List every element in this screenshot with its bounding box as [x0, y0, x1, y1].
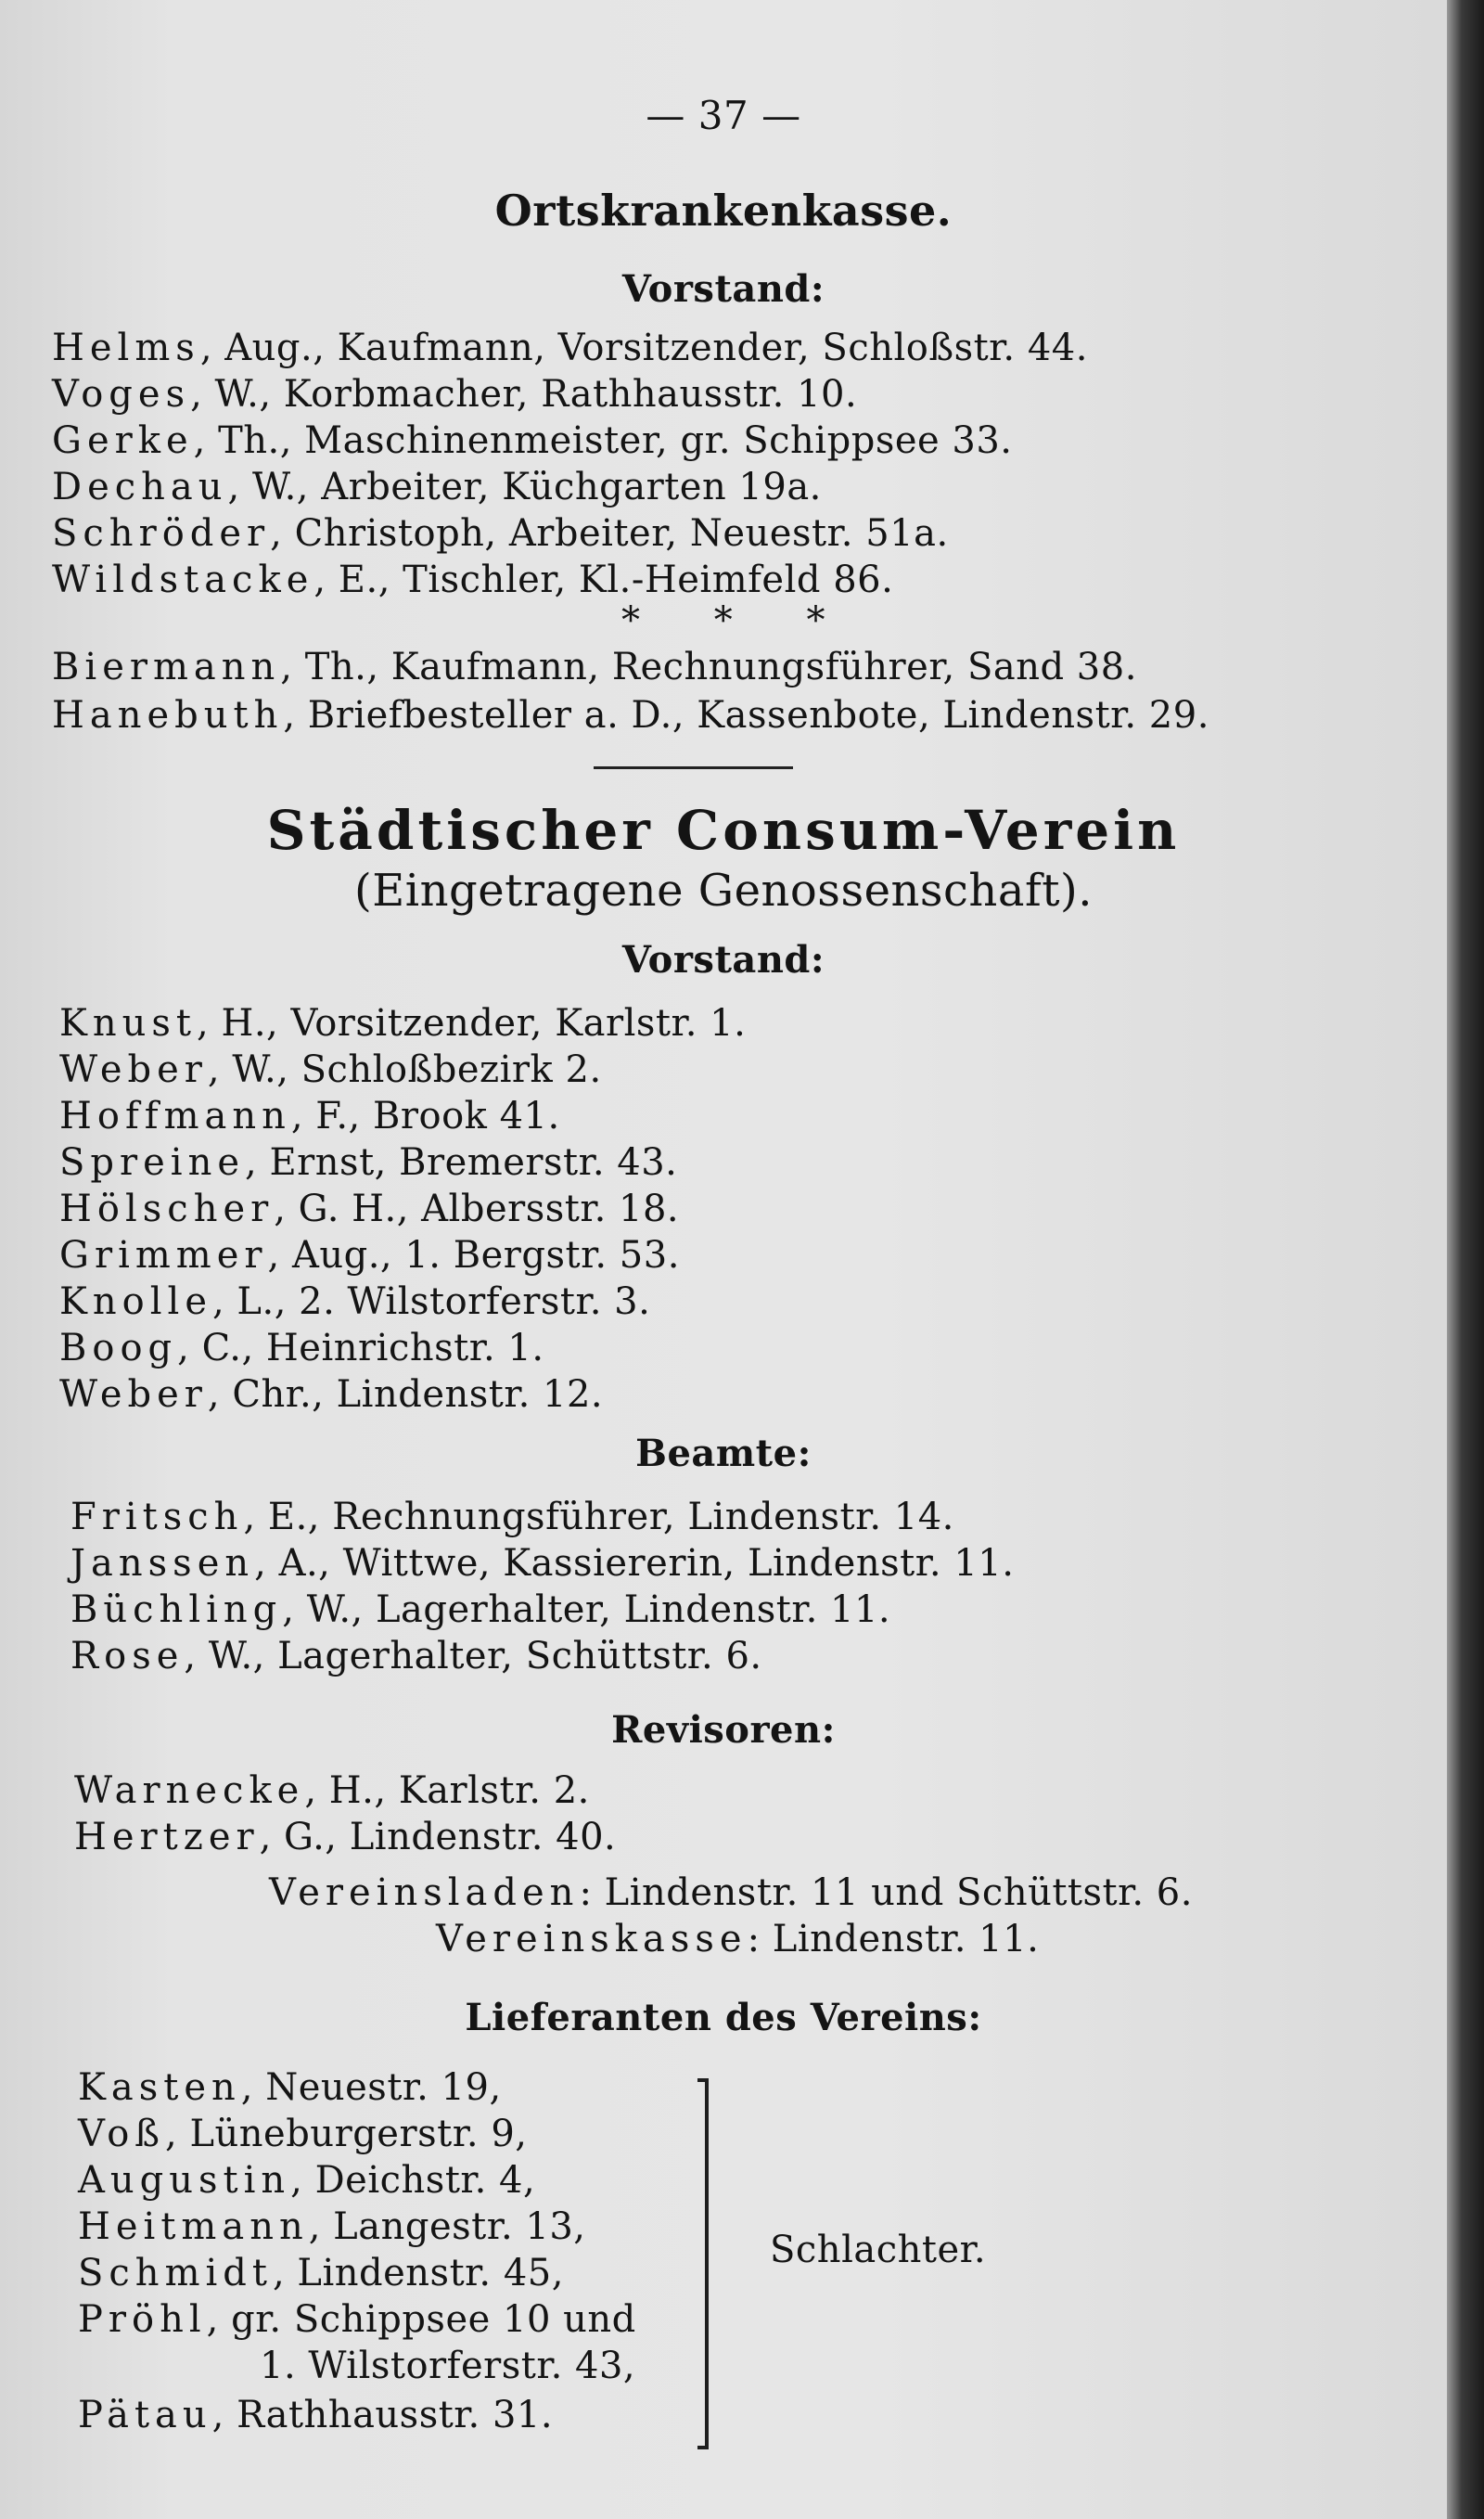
vereinsladen-line: Vereinsladen: Lindenstr. 11 und Schüttstr. 6. — [269, 1871, 1193, 1914]
list-item: Warnecke, H., Karlstr. 2. — [74, 1769, 590, 1812]
list-item: Augustin, Deichstr. 4, — [78, 2159, 536, 2202]
section-title-ortskrankenkasse: Ortskrankenkasse. — [494, 186, 953, 236]
group-brace — [705, 2078, 709, 2449]
list-item: Heitmann, Langestr. 13, — [78, 2205, 586, 2248]
lieferanten-heading: Lieferanten des Vereins: — [465, 1996, 982, 2039]
section-subtitle: (Eingetragene Genossenschaft). — [354, 865, 1093, 917]
list-item: Voß, Lüneburgerstr. 9, — [78, 2113, 528, 2155]
list-item: Schmidt, Lindenstr. 45, — [78, 2252, 564, 2294]
list-item: Helms, Aug., Kaufmann, Vorsitzender, Schloßstr. 44. — [52, 327, 1088, 369]
list-item: Büchling, W., Lagerhalter, Lindenstr. 11. — [70, 1588, 891, 1631]
list-item: Janssen, A., Wittwe, Kassiererin, Lindenstr. 11. — [70, 1542, 1015, 1585]
list-item: Pätau, Rathhausstr. 31. — [78, 2394, 554, 2436]
list-item: Spreine, Ernst, Bremerstr. 43. — [59, 1141, 678, 1184]
group-label-schlachter: Schlachter. — [770, 2229, 987, 2271]
list-item: Rose, W., Lagerhalter, Schüttstr. 6. — [70, 1635, 762, 1677]
page-edge-shadow — [1447, 0, 1484, 2519]
list-item: Biermann, Th., Kaufmann, Rechnungsführer, Sand 38. — [52, 646, 1137, 688]
list-item: Hanebuth, Briefbesteller a. D., Kassenbote, Lindenstr. 29. — [52, 694, 1209, 737]
list-item: Knust, H., Vorsitzender, Karlstr. 1. — [59, 1002, 747, 1045]
revisoren-heading: Revisoren: — [611, 1708, 836, 1752]
list-item: Pröhl, gr. Schippsee 10 und — [78, 2298, 636, 2341]
section-title-consum-verein: Städtischer Consum-Verein — [266, 799, 1181, 862]
list-item: Gerke, Th., Maschinenmeister, gr. Schippsee 33. — [52, 419, 1013, 462]
list-item: Voges, W., Korbmacher, Rathhausstr. 10. — [52, 373, 858, 416]
page-number: — 37 — — [646, 93, 801, 138]
list-item: Weber, W., Schloßbezirk 2. — [59, 1048, 602, 1091]
group-brace-top — [697, 2078, 709, 2082]
group-brace-bottom — [697, 2446, 709, 2449]
vorstand-heading: Vorstand: — [621, 267, 825, 311]
list-item-continuation: 1. Wilstorferstr. 43, — [260, 2345, 636, 2387]
list-item: Hölscher, G. H., Albersstr. 18. — [59, 1188, 680, 1230]
list-item: Knolle, L., 2. Wilstorferstr. 3. — [59, 1280, 651, 1323]
separator-stars: * * * — [620, 599, 826, 642]
list-item: Schröder, Christoph, Arbeiter, Neuestr. 51a. — [52, 512, 949, 555]
section-divider — [594, 766, 793, 769]
beamte-heading: Beamte: — [635, 1432, 812, 1475]
list-item: Wildstacke, E., Tischler, Kl.-Heimfeld 86. — [52, 559, 894, 601]
list-item: Fritsch, E., Rechnungsführer, Lindenstr. 14. — [70, 1496, 954, 1538]
list-item: Kasten, Neuestr. 19, — [78, 2066, 502, 2109]
list-item: Weber, Chr., Lindenstr. 12. — [59, 1373, 604, 1416]
list-item: Dechau, W., Arbeiter, Küchgarten 19a. — [52, 466, 822, 508]
list-item: Hertzer, G., Lindenstr. 40. — [74, 1816, 617, 1858]
list-item: Boog, C., Heinrichstr. 1. — [59, 1327, 544, 1369]
vorstand-heading: Vorstand: — [621, 938, 825, 982]
list-item: Grimmer, Aug., 1. Bergstr. 53. — [59, 1234, 680, 1277]
vereinskasse-line: Vereinskasse: Lindenstr. 11. — [436, 1918, 1040, 1960]
list-item: Hoffmann, F., Brook 41. — [59, 1095, 560, 1137]
